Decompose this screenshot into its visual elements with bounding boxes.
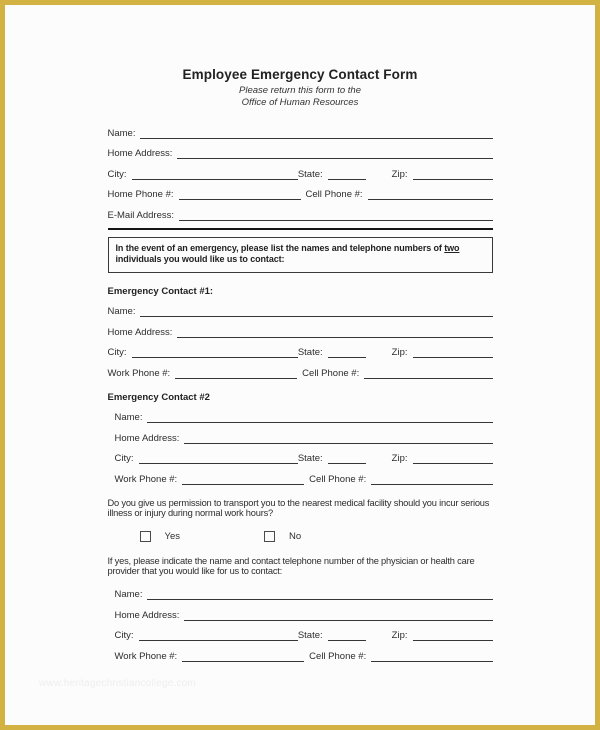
no-checkbox[interactable] xyxy=(264,531,275,542)
physician-city-state-zip-row xyxy=(115,621,493,642)
employee-home-address-line[interactable] xyxy=(177,145,492,159)
cell-phone-label: Cell Phone #: xyxy=(305,189,363,200)
cell-phone-label: Cell Phone #: xyxy=(302,367,360,379)
section-divider xyxy=(108,228,493,230)
physician-cell-phone-line[interactable] xyxy=(371,648,492,662)
name-label: Name: xyxy=(107,127,136,139)
physician-work-phone-line[interactable] xyxy=(182,648,304,662)
name-label: Name: xyxy=(114,412,143,423)
physician-name-row xyxy=(115,580,493,601)
zip-label: Zip: xyxy=(391,168,408,180)
employee-phones-row xyxy=(108,180,493,201)
physician-home-address-row xyxy=(115,600,493,621)
contact2-name-line[interactable] xyxy=(147,409,492,423)
employee-home-address-row xyxy=(108,139,493,160)
email-label: E-Mail Address: xyxy=(107,209,175,221)
home-address-label: Home Address: xyxy=(107,148,173,159)
city-label: City: xyxy=(107,168,127,180)
employee-email-line[interactable] xyxy=(179,207,492,221)
physician-instruction-line1: If yes, please indicate the name and contact telephone number of the physician or health care xyxy=(107,555,475,566)
zip-label: Zip: xyxy=(391,453,408,464)
contact1-city-line[interactable] xyxy=(132,344,298,358)
contact2-city-line[interactable] xyxy=(139,450,298,464)
contact2-zip-line[interactable] xyxy=(413,450,493,464)
state-label: State: xyxy=(297,168,323,180)
employee-state-line[interactable] xyxy=(328,166,366,180)
cell-phone-label: Cell Phone #: xyxy=(309,650,367,662)
home-phone-label: Home Phone #: xyxy=(107,189,174,200)
contact2-cell-phone-line[interactable] xyxy=(371,471,492,485)
contact2-work-phone-line[interactable] xyxy=(182,471,304,485)
contact1-heading: Emergency Contact #1: xyxy=(107,285,214,297)
name-label: Name: xyxy=(107,306,136,317)
subtitle-line-1: Please return this form to the xyxy=(239,85,361,96)
employee-cell-phone-line[interactable] xyxy=(368,186,493,200)
permission-question-line1: Do you give us permission to transport you to the nearest medical facility should you incur serious xyxy=(107,497,490,508)
contact1-home-address-row xyxy=(108,317,493,338)
form-subtitle xyxy=(108,85,493,109)
emergency-notice-box xyxy=(108,237,493,273)
name-label: Name: xyxy=(114,589,143,600)
city-label: City: xyxy=(107,347,127,358)
contact2-home-address-row xyxy=(115,423,493,444)
state-label: State: xyxy=(297,347,323,358)
physician-home-address-line[interactable] xyxy=(184,607,492,621)
home-address-label: Home Address: xyxy=(107,326,173,338)
notice-underlined-word: two xyxy=(444,242,460,253)
notice-text-part2: individuals you would like us to contact: xyxy=(115,254,285,264)
work-phone-label: Work Phone #: xyxy=(114,650,178,662)
contact1-work-phone-line[interactable] xyxy=(175,365,297,379)
city-label: City: xyxy=(114,630,134,641)
contact2-name-row xyxy=(115,403,493,424)
physician-state-line[interactable] xyxy=(328,627,366,641)
employee-email-row xyxy=(108,200,493,221)
contact2-city-state-zip-row xyxy=(115,444,493,465)
notice-text-part1: In the event of an emergency, please list the names and telephone numbers of xyxy=(115,242,445,253)
contact1-zip-line[interactable] xyxy=(413,344,493,358)
yes-checkbox[interactable] xyxy=(140,531,151,542)
state-label: State: xyxy=(297,630,323,641)
work-phone-label: Work Phone #: xyxy=(114,473,178,485)
page-title: Employee Emergency Contact Form xyxy=(182,67,418,82)
physician-phones-row xyxy=(115,641,493,662)
zip-label: Zip: xyxy=(391,630,408,641)
city-label: City: xyxy=(114,453,134,464)
permission-answer-row xyxy=(108,530,493,543)
physician-city-line[interactable] xyxy=(139,627,298,641)
cell-phone-label: Cell Phone #: xyxy=(309,473,367,485)
physician-zip-line[interactable] xyxy=(413,627,493,641)
employee-zip-line[interactable] xyxy=(413,166,493,180)
permission-question-line2: illness or injury during normal work hours? xyxy=(107,508,274,518)
contact2-home-address-line[interactable] xyxy=(184,430,492,444)
contact2-section xyxy=(108,403,493,485)
physician-instruction-line2: provider that you would like for us to contact: xyxy=(107,566,283,576)
no-label: No xyxy=(289,530,302,542)
employee-name-row xyxy=(108,118,493,139)
home-address-label: Home Address: xyxy=(114,609,180,621)
contact1-section xyxy=(108,297,493,379)
contact1-phones-row xyxy=(108,358,493,379)
contact1-name-row xyxy=(108,297,493,318)
work-phone-label: Work Phone #: xyxy=(107,367,171,379)
contact1-state-line[interactable] xyxy=(328,344,366,358)
contact1-city-state-zip-row xyxy=(108,338,493,359)
state-label: State: xyxy=(297,453,323,464)
physician-instruction xyxy=(108,556,493,577)
employee-name-line[interactable] xyxy=(140,125,492,139)
contact1-home-address-line[interactable] xyxy=(177,324,492,338)
employee-home-phone-line[interactable] xyxy=(179,186,301,200)
employee-city-state-zip-row xyxy=(108,159,493,180)
employee-city-line[interactable] xyxy=(132,166,298,180)
employee-info-section xyxy=(108,118,493,221)
contact2-state-line[interactable] xyxy=(328,450,366,464)
contact1-cell-phone-line[interactable] xyxy=(364,365,492,379)
contact1-name-line[interactable] xyxy=(140,303,492,317)
site-watermark: www.heritagechristiancollege.com xyxy=(39,678,197,689)
physician-section xyxy=(108,580,493,662)
yes-label: Yes xyxy=(164,530,180,542)
contact2-phones-row xyxy=(115,464,493,485)
transport-permission-question xyxy=(108,498,493,519)
home-address-label: Home Address: xyxy=(114,432,180,444)
zip-label: Zip: xyxy=(391,347,408,358)
contact2-heading: Emergency Contact #2 xyxy=(107,391,210,403)
subtitle-line-2: Office of Human Resources xyxy=(241,97,359,108)
physician-name-line[interactable] xyxy=(147,586,492,600)
